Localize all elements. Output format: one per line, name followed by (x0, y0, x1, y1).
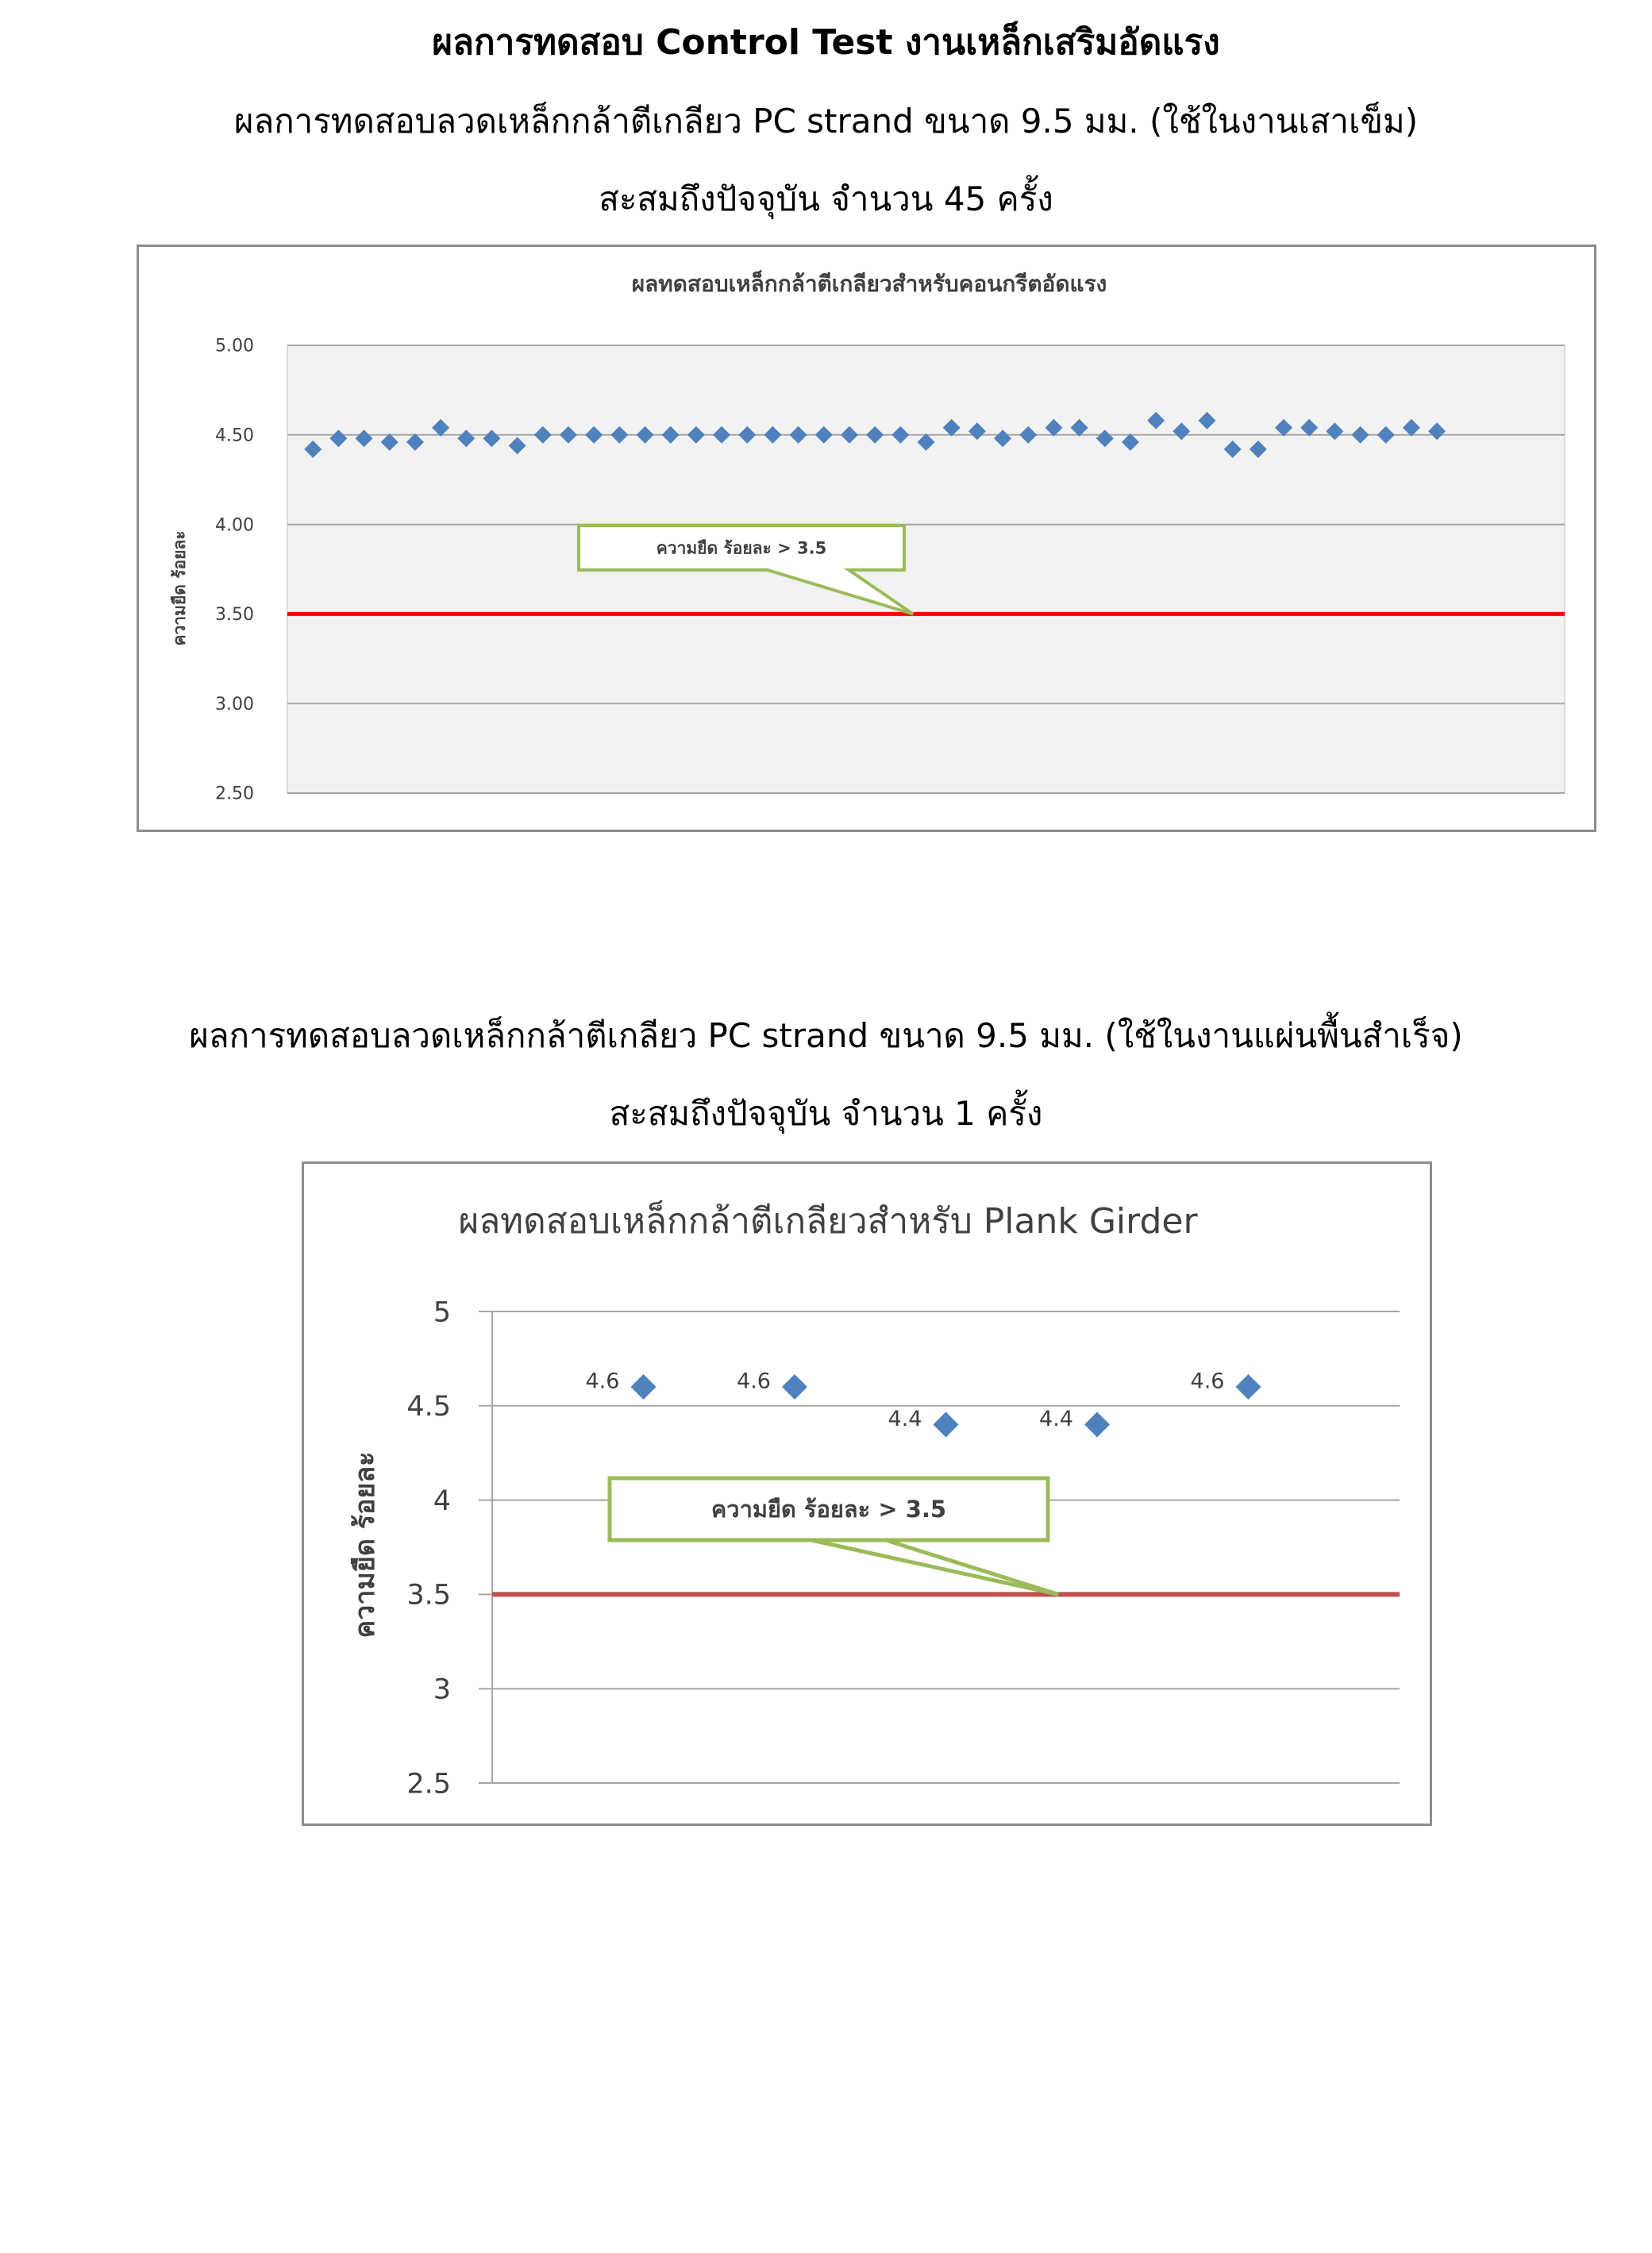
chart-prestressed-concrete (137, 245, 1596, 832)
chart1-svg (139, 247, 1594, 830)
data-label: 4.6 (585, 1369, 620, 1394)
y-axis-label: ความยืด ร้อยละ (349, 1451, 381, 1639)
y-axis-label: ความยืด ร้อยละ (170, 530, 189, 646)
callout-label: ความยืด ร้อยละ > 3.5 (656, 538, 827, 558)
y-tick-label: 3.00 (215, 694, 254, 714)
chart-plank-girder (302, 1161, 1432, 1826)
y-tick-label: 4.00 (215, 515, 254, 536)
section1-count: สะสมถึงปัจจุบัน จำนวน 45 ครั้ง (599, 179, 1053, 218)
data-label: 4.6 (1190, 1369, 1225, 1394)
y-tick-label: 3 (433, 1673, 451, 1706)
data-label: 4.4 (1039, 1406, 1073, 1431)
y-tick-label: 4 (433, 1485, 451, 1517)
y-tick-label: 5 (433, 1296, 451, 1329)
chart2-svg (304, 1164, 1430, 1824)
y-tick-label: 2.5 (406, 1768, 451, 1800)
chart-title: ผลทดสอบเหล็กกล้าตีเกลียวสำหรับ Plank Girder (458, 1201, 1198, 1242)
plot-area (492, 1311, 1400, 1783)
section2-count: สะสมถึงปัจจุบัน จำนวน 1 ครั้ง (609, 1094, 1043, 1133)
data-label: 4.6 (737, 1369, 771, 1394)
callout-label: ความยืด ร้อยละ > 3.5 (710, 1496, 947, 1523)
section2-heading: ผลการทดสอบลวดเหล็กกล้าตีเกลียว PC strand ขนาด 9.5 มม. (ใช้ในงานแผ่นพื้นสำเร็จ) (189, 1016, 1463, 1055)
data-label: 4.4 (888, 1406, 922, 1431)
page-title: ผลการทดสอบ Control Test งานเหล็กเสริมอัดแรง (432, 22, 1220, 63)
y-tick-label: 4.50 (215, 426, 254, 446)
y-tick-label: 3.5 (406, 1579, 451, 1612)
y-tick-label: 2.50 (215, 784, 254, 804)
section1-heading: ผลการทดสอบลวดเหล็กกล้าตีเกลียว PC strand ขนาด 9.5 มม. (ใช้ในงานเสาเข็ม) (233, 102, 1419, 141)
y-tick-label: 4.5 (406, 1391, 451, 1423)
plot-area (287, 345, 1565, 793)
y-tick-label: 5.00 (215, 336, 254, 356)
y-tick-label: 3.50 (215, 605, 254, 626)
chart-title: ผลทดสอบเหล็กกล้าตีเกลียวสำหรับคอนกรีตอัดแรง (631, 271, 1107, 297)
